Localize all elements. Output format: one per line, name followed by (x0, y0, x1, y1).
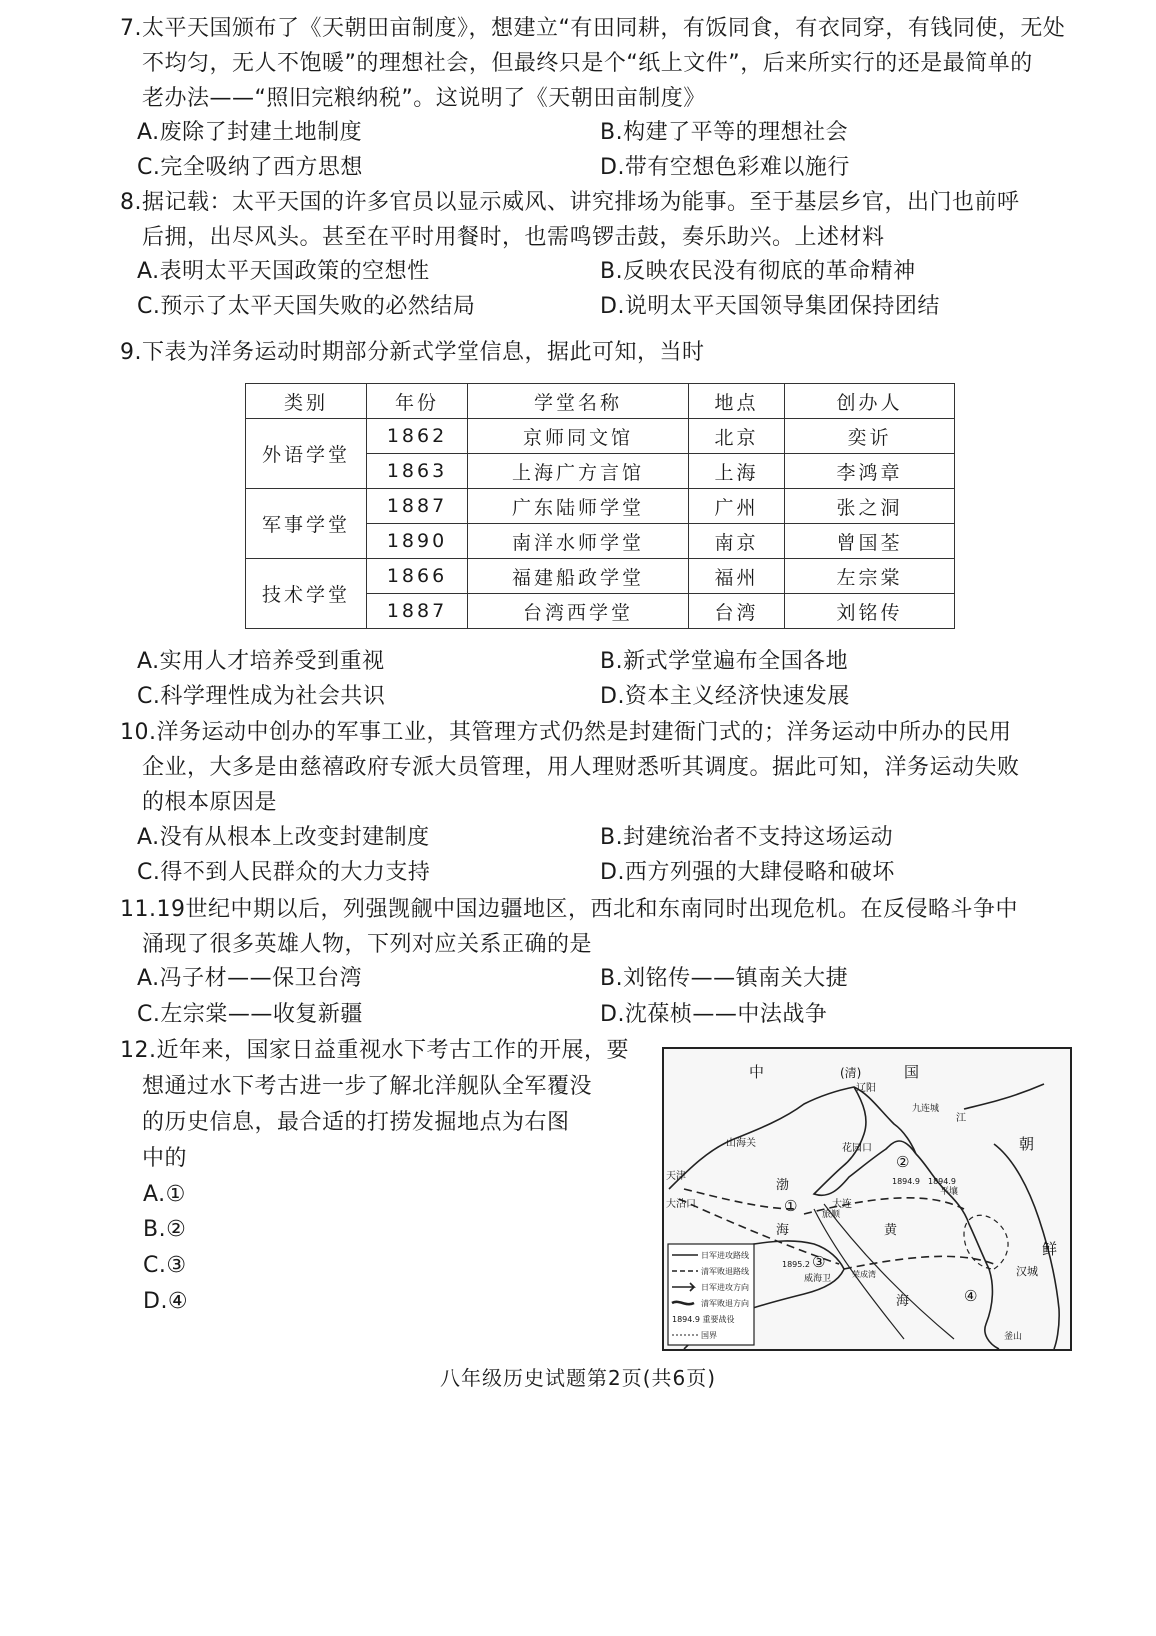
q12-option-a[interactable]: A.① (143, 1182, 186, 1207)
map-label: 釜山 (1004, 1332, 1023, 1342)
map-label: 江 (956, 1113, 966, 1124)
q8-option-d[interactable]: D.说明太平天国领导集团保持团结 (600, 294, 940, 319)
table-cell: 刘铭传 (785, 594, 955, 629)
map-label: 辽阳 (856, 1083, 876, 1094)
table-cell: 南洋水师学堂 (468, 524, 689, 559)
table-cell: 奕䜣 (785, 419, 955, 454)
q12-option-d[interactable]: D.④ (143, 1289, 189, 1314)
legend-label: 日军进攻路线 (701, 1251, 749, 1260)
table-cell: 福建船政学堂 (468, 559, 689, 594)
table-cell: 1890 (367, 524, 468, 559)
table-row (246, 419, 955, 454)
category-cell: 技术学堂 (246, 559, 367, 629)
q12-line-1: 12.近年来，国家日益重视水下考古工作的开展，要 (120, 1038, 629, 1063)
q9-option-d[interactable]: D.资本主义经济快速发展 (600, 684, 850, 709)
map-label: 鲜 (1042, 1240, 1058, 1258)
table-cell: 张之洞 (785, 489, 955, 524)
table-cell: 1863 (367, 454, 468, 489)
table-header-row (246, 384, 955, 419)
table-header: 类别 (246, 384, 367, 419)
map-label: 山海关 (726, 1138, 756, 1149)
map-label: 1894.9 (892, 1177, 920, 1186)
table-cell: 北京 (689, 419, 785, 454)
q7-option-d[interactable]: D.带有空想色彩难以施行 (600, 155, 850, 180)
q11-option-a[interactable]: A.冯子材——保卫台湾 (137, 966, 363, 991)
table-header: 学堂名称 (468, 384, 689, 419)
q8-option-c[interactable]: C.预示了太平天国失败的必然结局 (137, 294, 476, 319)
q7-line-2: 不均匀，无人不饱暖”的理想社会，但最终只是个“纸上文件”，后来所实行的还是最简单的 (142, 51, 1033, 76)
map-label: 天津 (666, 1171, 686, 1182)
category-cell: 外语学堂 (246, 419, 367, 489)
q8-line-2: 后拥，出尽风头。甚至在平时用餐时，也需鸣锣击鼓，奏乐助兴。上述材料 (142, 225, 885, 250)
legend-label: 清军败退方向 (701, 1299, 749, 1308)
table-cell: 上海广方言馆 (468, 454, 689, 489)
map-label: 海 (896, 1294, 910, 1309)
q12-line-3: 的历史信息，最合适的打捞发掘地点为右图 (142, 1110, 570, 1135)
map-label: 九连城 (912, 1104, 940, 1114)
table-cell: 广东陆师学堂 (468, 489, 689, 524)
table-cell: 福州 (689, 559, 785, 594)
table-cell: 1862 (367, 419, 468, 454)
q10-option-c[interactable]: C.得不到人民群众的大力支持 (137, 860, 431, 885)
q9-option-c[interactable]: C.科学理性成为社会共识 (137, 684, 386, 709)
marker-3: ③ (812, 1253, 826, 1271)
q11-option-b[interactable]: B.刘铭传——镇南关大捷 (600, 966, 849, 991)
q10-option-d[interactable]: D.西方列强的大肆侵略和破坏 (600, 860, 895, 885)
table-cell: 李鸿章 (785, 454, 955, 489)
table-cell: 曾国荃 (785, 524, 955, 559)
q9-option-b[interactable]: B.新式学堂遍布全国各地 (600, 649, 849, 674)
q7-option-a[interactable]: A.废除了封建土地制度 (137, 120, 363, 145)
map-label: 汉城 (1016, 1265, 1038, 1278)
map-label: 1894.9 (928, 1177, 956, 1186)
q10-line-1: 10.洋务运动中创办的军事工业，其管理方式仍然是封建衙门式的；洋务运动中所办的民用 (120, 720, 1012, 745)
map-label: (清) (840, 1066, 862, 1080)
q12-option-b[interactable]: B.② (143, 1217, 187, 1242)
map-label: 渤 (776, 1178, 790, 1193)
table-cell: 台湾 (689, 594, 785, 629)
war-map (662, 1047, 1072, 1351)
map-label: 大连 (832, 1199, 852, 1210)
q11-line-2: 涌现了很多英雄人物，下列对应关系正确的是 (142, 932, 593, 957)
map-label: 海 (776, 1223, 790, 1238)
table-cell: 广州 (689, 489, 785, 524)
q9-line-1: 9.下表为洋务运动时期部分新式学堂信息，据此可知，当时 (120, 340, 705, 365)
war-map-drawing (664, 1049, 1070, 1349)
map-label: 国 (904, 1063, 920, 1081)
map-label: 1895.2 (782, 1260, 810, 1269)
table-cell: 南京 (689, 524, 785, 559)
q7-line-3: 老办法——“照旧完粮纳税”。这说明了《天朝田亩制度》 (142, 86, 706, 111)
map-label: 黄 (884, 1223, 898, 1238)
table-header: 创办人 (785, 384, 955, 419)
table-cell: 京师同文馆 (468, 419, 689, 454)
table-cell: 1866 (367, 559, 468, 594)
q8-option-b[interactable]: B.反映农民没有彻底的革命精神 (600, 259, 916, 284)
q10-option-a[interactable]: A.没有从根本上改变封建制度 (137, 825, 430, 850)
route-line (844, 1256, 994, 1269)
q12-line-4: 中的 (142, 1146, 188, 1171)
q10-line-3: 的根本原因是 (142, 790, 278, 815)
q12-option-c[interactable]: C.③ (143, 1253, 187, 1278)
q7-option-c[interactable]: C.完全吸纳了西方思想 (137, 155, 363, 180)
map-label: 平壤 (940, 1187, 959, 1197)
map-label: 花园口 (842, 1143, 872, 1154)
schools-table (245, 383, 955, 629)
table-header: 地点 (689, 384, 785, 419)
map-label: 大沽口 (666, 1199, 696, 1210)
q10-line-2: 企业，大多是由慈禧政府专派大员管理，用人理财悉听其调度。据此可知，洋务运动失败 (142, 755, 1020, 780)
map-label: 荣成湾 (852, 1270, 876, 1279)
marker-4: ④ (964, 1287, 978, 1305)
category-cell: 军事学堂 (246, 489, 367, 559)
marker-1: ① (784, 1197, 798, 1215)
q9-option-a[interactable]: A.实用人才培养受到重视 (137, 649, 385, 674)
q8-line-1: 8.据记载：太平天国的许多官员以显示威风、讲究排场为能事。至于基层乡官，出门也前呼 (120, 190, 1020, 215)
page-footer: 八年级历史试题第2页(共6页) (439, 1366, 717, 1390)
map-label: 中 (749, 1063, 765, 1081)
map-label: 朝 (1019, 1135, 1035, 1153)
table-cell: 1887 (367, 594, 468, 629)
table-cell: 左宗棠 (785, 559, 955, 594)
table-row (246, 559, 955, 594)
q11-option-d[interactable]: D.沈葆桢——中法战争 (600, 1002, 828, 1027)
table-header: 年份 (367, 384, 468, 419)
legend-label: 清军败退路线 (701, 1267, 749, 1276)
legend-label: 1894.9 重要战役 (672, 1315, 735, 1324)
q11-line-1: 11.19世纪中期以后，列强觊觎中国边疆地区，西北和东南同时出现危机。在反侵略斗争中 (120, 897, 1018, 922)
q7-option-b[interactable]: B.构建了平等的理想社会 (600, 120, 849, 145)
table-cell: 1887 (367, 489, 468, 524)
map-label: 旅顺 (822, 1210, 841, 1220)
table-cell: 上海 (689, 454, 785, 489)
q12-line-2: 想通过水下考古进一步了解北洋舰队全军覆没 (142, 1074, 593, 1099)
q7-line-1: 7.太平天国颁布了《天朝田亩制度》，想建立“有田同耕，有饭同食，有衣同穿，有钱同使，无处 (120, 16, 1066, 41)
marker-2: ② (896, 1153, 910, 1171)
table-row (246, 489, 955, 524)
legend-label: 日军进攻方向 (701, 1283, 749, 1292)
legend-label: 国界 (701, 1331, 717, 1340)
map-label: 威海卫 (804, 1274, 832, 1284)
table-cell: 台湾西学堂 (468, 594, 689, 629)
q10-option-b[interactable]: B.封建统治者不支持这场运动 (600, 825, 894, 850)
q11-option-c[interactable]: C.左宗棠——收复新疆 (137, 1002, 363, 1027)
coastline-north (669, 1087, 916, 1189)
q8-option-a[interactable]: A.表明太平天国政策的空想性 (137, 259, 430, 284)
